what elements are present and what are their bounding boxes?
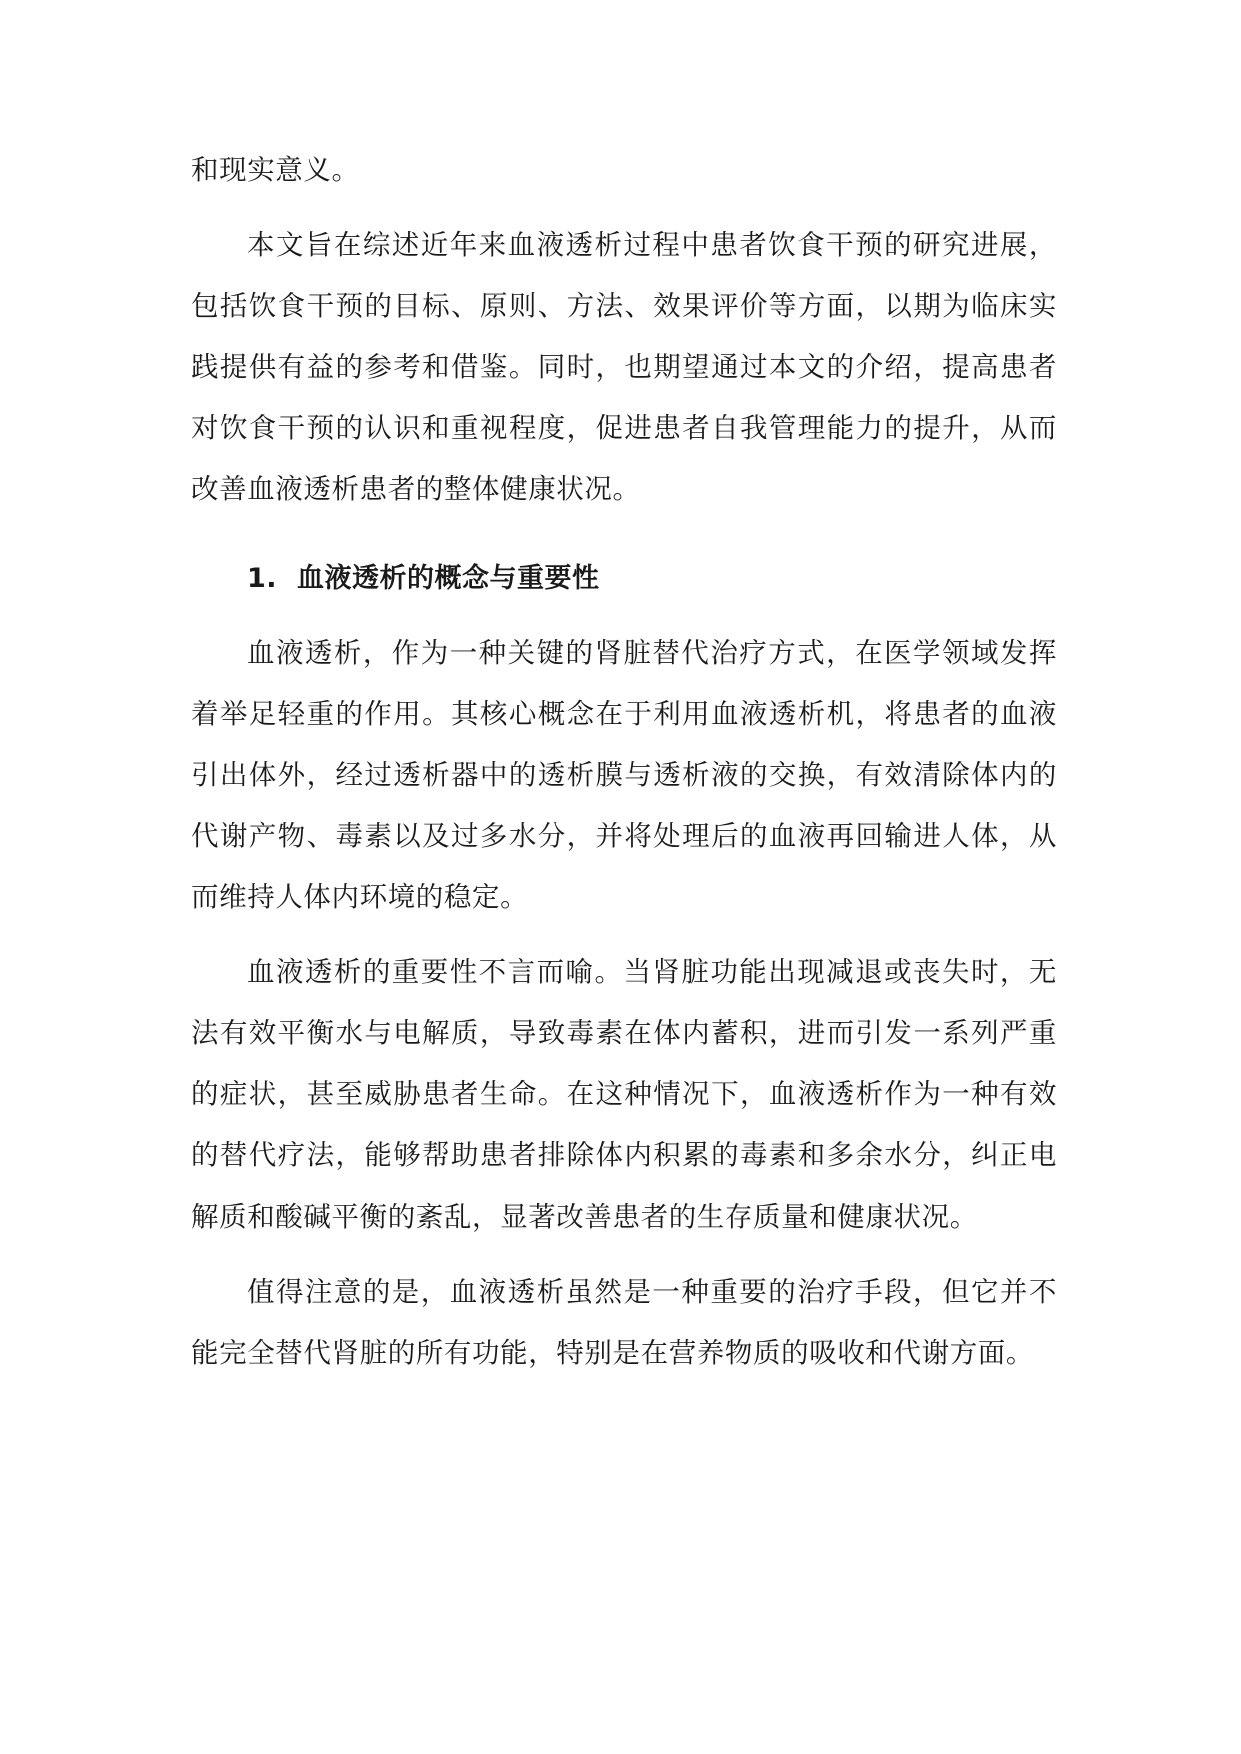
paragraph-continuation: 和现实意义。 [191, 154, 360, 186]
section-number: 1. [247, 562, 278, 594]
section-heading [191, 548, 1057, 609]
paragraph-intro-summary: 本文旨在综述近年来血液透析过程中患者饮食干预的研究进展，包括饮食干预的目标、原则、方法、效果评价等方面，以期为临床实践提供有益的参考和借鉴。同时，也期望通过本文的介绍，提高患者对饮食干预的认识和重视程度，促进患者自我管理能力的提升，从而改善血液透析患者的整体健康状况。 [191, 229, 1057, 506]
document-body [191, 140, 1057, 1398]
paragraph-concept: 血液透析，作为一种关键的肾脏替代治疗方式，在医学领域发挥着举足轻重的作用。其核心概念在于利用血液透析机，将患者的血液引出体外，经过透析器中的透析膜与透析液的交换，有效清除体内的代谢产物、毒素以及过多水分，并将处理后的血液再回输进人体，从而维持人体内环境的稳定。 [191, 636, 1057, 914]
paragraph-limitation: 值得注意的是，血液透析虽然是一种重要的治疗手段，但它并不能完全替代肾脏的所有功能，特别是在营养物质的吸收和代谢方面。 [191, 1275, 1057, 1369]
paragraph-importance: 血液透析的重要性不言而喻。当肾脏功能出现减退或丧失时，无法有效平衡水与电解质，导致毒素在体内蓄积，进而引发一系列严重的症状，甚至威胁患者生命。在这种情况下，血液透析作为一种有效的替代疗法，能够帮助患者排除体内积累的毒素和多余水分，纠正电解质和酸碱平衡的紊乱，显著改善患者的生存质量和健康状况。 [191, 956, 1057, 1233]
section-title: 血液透析的概念与重要性 [297, 562, 600, 594]
